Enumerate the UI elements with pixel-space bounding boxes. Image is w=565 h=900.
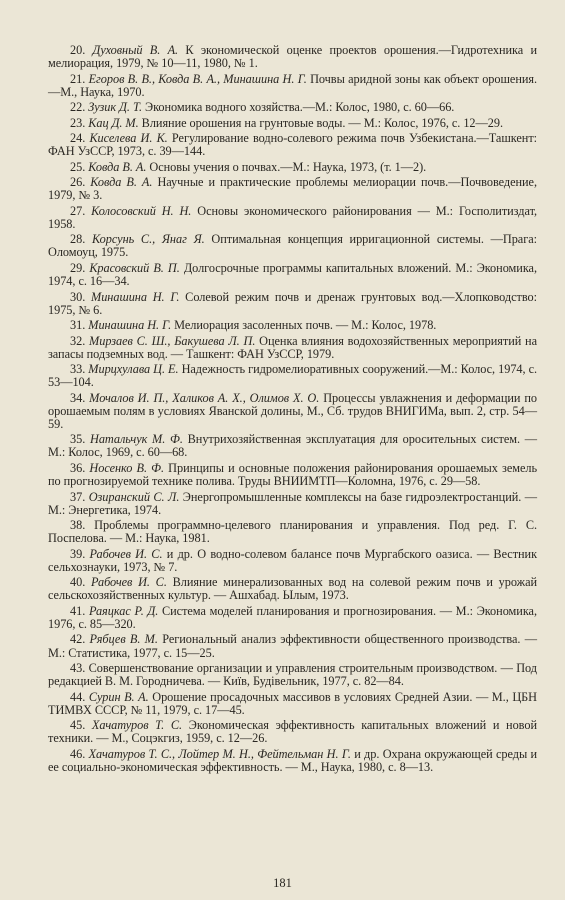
reference-item (48, 392, 537, 431)
reference-authors: Натальчук М. Ф. (89, 432, 183, 447)
reference-text: Научные и практические проблемы мелиорации почв.—Почвоведение, 1979, № 3. (48, 175, 537, 203)
reference-authors: Мочалов И. П., Халиков А. Х., Олимов Х. О. (89, 390, 320, 405)
reference-text: Орошение просадочных массивов в условиях Средней Азии. — М., ЦБН ТИМВХ СССР, № 11, 1979, с. 17—45. (48, 689, 537, 717)
reference-number: 24. (70, 131, 86, 146)
reference-number: 45. (70, 718, 86, 733)
reference-number: 36. (70, 460, 86, 475)
reference-number: 26. (70, 175, 86, 190)
reference-item (48, 363, 537, 389)
reference-number: 27. (70, 203, 86, 218)
reference-text: Экономика водного хозяйства.—М.: Колос, 1980, с. 60—66. (141, 100, 455, 115)
reference-number: 29. (70, 260, 86, 275)
reference-number: 32. (70, 333, 86, 348)
reference-text: Основы учения о почвах.—М.: Наука, 1973, (т. 1—2). (146, 159, 427, 174)
reference-item (48, 719, 537, 745)
reference-item (48, 176, 537, 202)
reference-authors: Минашина Н. Г. (88, 318, 172, 333)
reference-list (48, 44, 537, 774)
reference-authors: Сурин В. А. (88, 689, 149, 704)
reference-number: 39. (70, 546, 86, 561)
reference-item (48, 576, 537, 602)
reference-text: Система моделей планирования и прогнозирования. — М.: Экономика, 1976, с. 85—320. (48, 603, 537, 631)
reference-text: Оценка влияния водохозяйственных мероприятий на запасы подземных вод. — Ташкент: ФАН УзССР, 1979. (48, 333, 537, 361)
reference-item (48, 748, 537, 774)
reference-number: 37. (70, 489, 86, 504)
reference-authors: Егоров В. В., Ковда В. А., Минашина Н. Г. (88, 71, 307, 86)
reference-text: Энергопромышленные комплексы на базе гидроэлектростанций. — М.: Энергетика, 1974. (48, 489, 537, 517)
reference-number: 41. (70, 603, 86, 618)
reference-item (48, 633, 537, 659)
reference-item (48, 433, 537, 459)
reference-item (48, 662, 537, 688)
reference-authors: Раяцкас Р. Д. (88, 603, 159, 618)
reference-item (48, 491, 537, 517)
reference-authors: Ковда В. А. (90, 175, 153, 190)
reference-text: Влияние минерализованных вод на солевой режим почв и урожай сельскохозяйственных культур. — Ашхабад. Ылым, 1973. (48, 575, 538, 603)
reference-number: 30. (70, 289, 86, 304)
reference-authors: Рабочев И. С. (89, 546, 163, 561)
reference-text: Почвы аридной зоны как объект орошения. —М., Наука, 1970. (48, 71, 538, 99)
reference-authors: Ковда В. А. (88, 159, 147, 174)
reference-number: 42. (70, 632, 86, 647)
reference-text: К экономической оценке проектов орошения.—Гидротехника и мелиорация, 1979, № 10—11, 1980, № 1. (48, 43, 537, 71)
reference-text: Оптимальная концепция ирригационной системы. —Прага: Оломоуц, 1975. (48, 232, 537, 260)
reference-text: Мелиорация засоленных почв. — М.: Колос, 1978. (171, 318, 437, 333)
reference-text: Солевой режим почв и дренаж грунтовых вод.—Хлопководство: 1975, № 6. (48, 289, 537, 317)
reference-text: Принципы и основные положения районирования орошаемых земель по прогнозируемой технике полива. Труды ВНИИМТП—Коломна, 1976, с. 29—58. (48, 460, 538, 489)
reference-item (48, 462, 537, 488)
reference-authors: Корсунь С., Янаг Я. (92, 232, 205, 247)
reference-authors: Хачатуров Т. С. (91, 718, 183, 733)
reference-item (48, 117, 537, 130)
reference-item (48, 262, 537, 288)
reference-item (48, 291, 537, 317)
reference-authors: Мирзаев С. Ш., Бакушева Л. П. (89, 333, 256, 348)
reference-text: Процессы увлажнения и деформации по орошаемым полям в условиях Яванской долины, М., Сб. трудов ВНИГИМа, вып. 2, стр. 54—59. (48, 390, 537, 431)
reference-number: 21. (70, 71, 86, 86)
reference-authors: Колосовский Н. Н. (91, 203, 192, 218)
reference-number: 44. (70, 689, 86, 704)
reference-item (48, 335, 537, 361)
reference-number: 40. (70, 575, 86, 590)
reference-text: Регулирование водно-солевого режима почв Узбекистана.—Ташкент: ФАН УзССР, 1973, с. 39—144. (48, 131, 538, 159)
reference-number: 23. (70, 115, 86, 130)
reference-number: 43. (70, 661, 86, 676)
reference-text: Надежность гидромелиоративных сооружений.—М.: Колос, 1974, с. 53—104. (48, 362, 537, 390)
reference-authors: Рябцев В. М. (89, 632, 158, 647)
reference-text: и др. Охрана окружающей среды и ее социально-экономическая эффективность. — М., Наука, 1980, с. 8—13. (48, 746, 538, 774)
reference-item (48, 161, 537, 174)
reference-authors: Красовский В. П. (89, 260, 180, 275)
reference-authors: Озиранский С. Л. (88, 489, 180, 504)
reference-authors: Минашина Н. Г. (91, 289, 180, 304)
reference-item (48, 691, 537, 717)
reference-authors: Хачатуров Т. С., Лойтер М. Н., Фейтельман Н. Г. (88, 746, 351, 761)
reference-number: 34. (70, 390, 86, 405)
reference-text: Совершенствование организации и управления строительным производством. — Под редакцией В. М. Городничева. — Київ, Будівельник, 1977, с. 82—84. (48, 661, 537, 689)
reference-number: 33. (70, 362, 86, 377)
reference-text: Экономическая эффективность капитальных вложений и новой техники. — М., Соцэкгиз, 1959, с. 12—26. (48, 718, 537, 746)
reference-authors: Духовный В. А. (92, 43, 179, 57)
reference-item (48, 44, 537, 70)
reference-authors: Зузик Д. Т. (88, 100, 142, 115)
reference-authors: Мирцхулава Ц. Е. (88, 362, 179, 377)
reference-item (48, 548, 537, 574)
reference-item (48, 73, 537, 99)
reference-item (48, 319, 537, 332)
reference-text: и др. О водно-солевом балансе почв Мургабского оазиса. — Вестник сельхознауки, 1973, № 7. (48, 546, 538, 574)
reference-item (48, 101, 537, 114)
reference-authors: Кац Д. М. (88, 115, 139, 130)
reference-authors: Носенко В. Ф. (89, 460, 164, 475)
reference-number: 31. (70, 318, 86, 333)
reference-text: Региональный анализ эффективности общественного производства. — М.: Статистика, 1977, с. 15—25. (48, 632, 537, 660)
reference-authors: Киселева И. К. (89, 131, 168, 146)
reference-item (48, 132, 537, 158)
reference-item (48, 233, 537, 259)
reference-number: 22. (70, 100, 86, 115)
reference-text: Проблемы программно-целевого планирования и управления. Под ред. Г. С. Поспелова. — М.: Наука, 1981. (48, 518, 537, 546)
reference-authors: Рабочев И. С. (90, 575, 167, 590)
reference-text: Основы экономического районирования — М.: Госполитиздат, 1958. (48, 203, 537, 231)
reference-number: 20. (70, 43, 86, 57)
reference-item (48, 605, 537, 631)
reference-number: 46. (70, 746, 86, 761)
reference-text: Долгосрочные программы капитальных вложений. М.: Экономика, 1974, с. 16—34. (48, 260, 537, 289)
reference-number: 35. (70, 432, 86, 447)
reference-number: 25. (70, 159, 86, 174)
reference-number: 38. (70, 518, 86, 533)
reference-item (48, 205, 537, 231)
page-number: 181 (273, 876, 292, 890)
reference-number: 28. (70, 232, 86, 247)
reference-item (48, 519, 537, 545)
reference-text: Влияние орошения на грунтовые воды. — М.: Колос, 1976, с. 12—29. (138, 115, 503, 130)
reference-text: Внутрихозяйственная эксплуатация для оросительных систем. — М.: Колос, 1969, с. 60—68. (48, 432, 537, 460)
